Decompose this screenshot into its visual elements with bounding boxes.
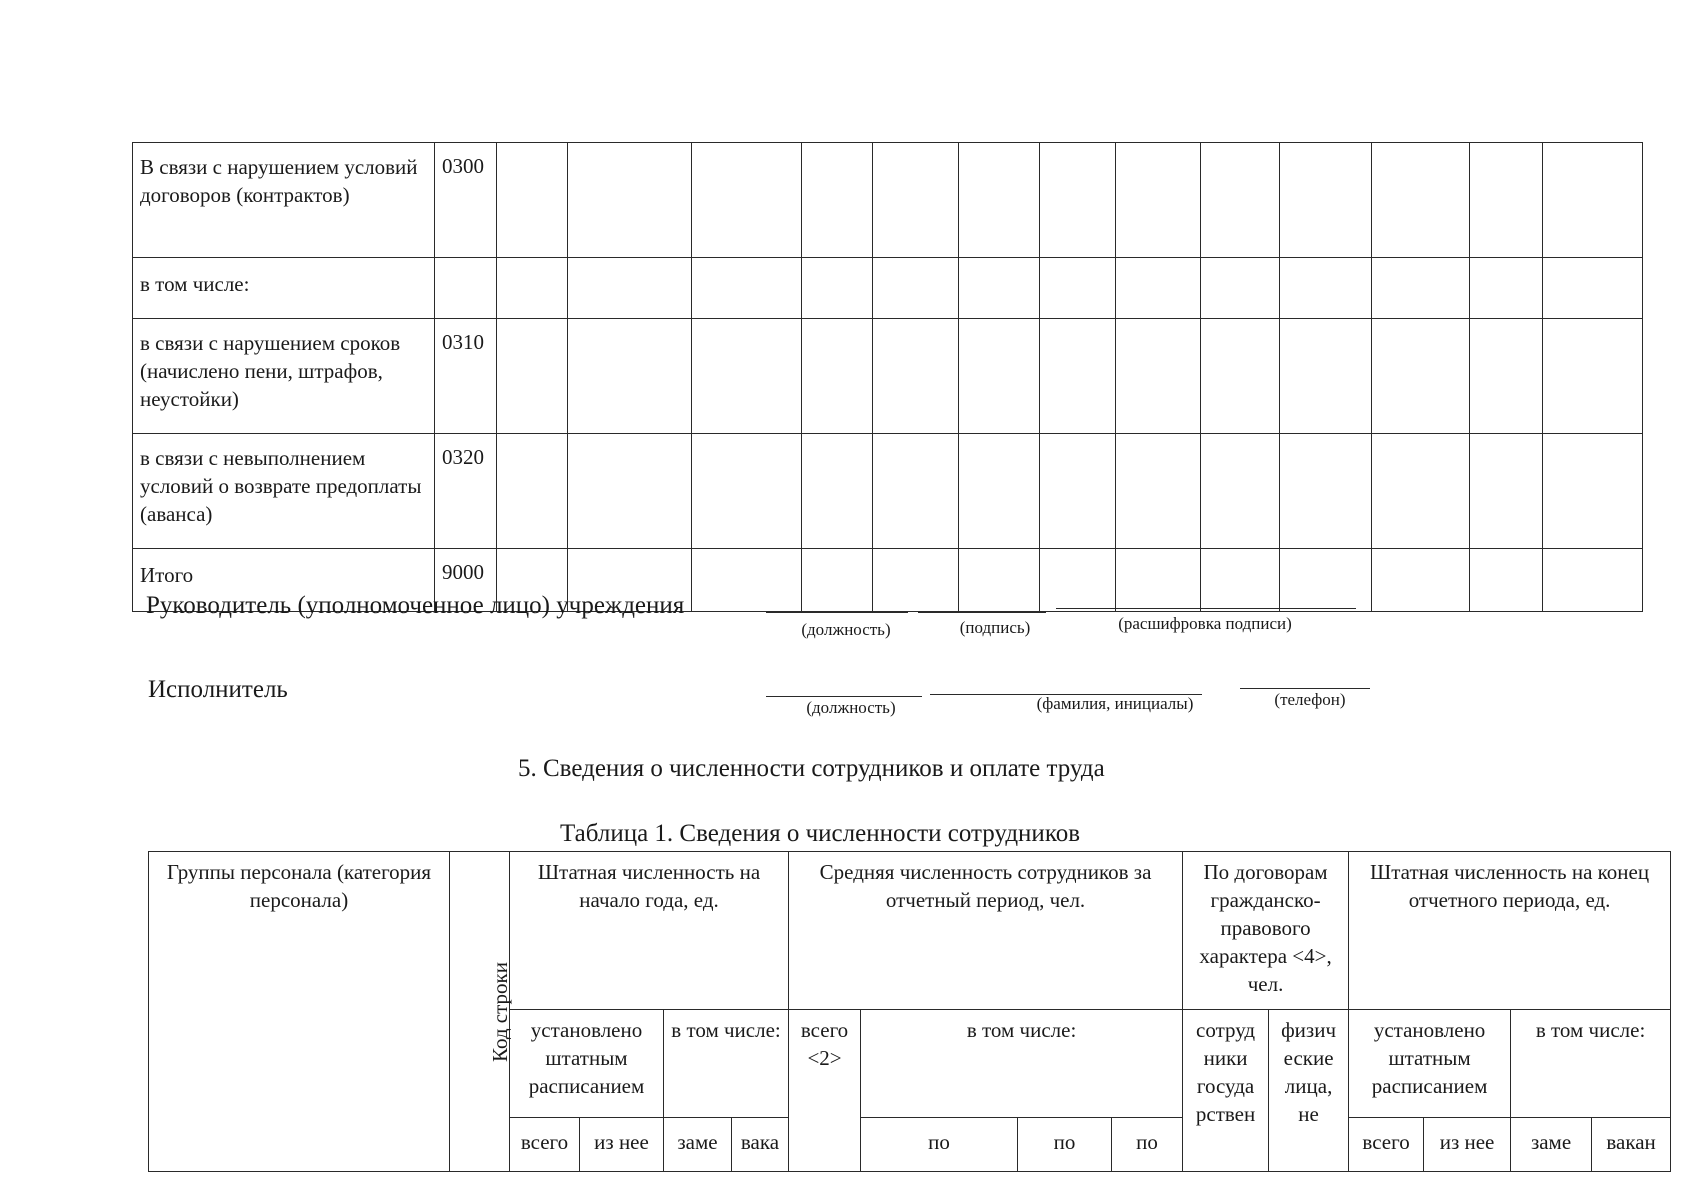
table-row — [149, 852, 1671, 1010]
contracts-header: По договорам гражданско-правового характера <4>, чел. — [1183, 852, 1349, 1010]
empty-cell — [1116, 319, 1201, 434]
head-position-hint: (должность) — [801, 620, 891, 639]
empty-cell — [1470, 319, 1543, 434]
head-signature-line[interactable] — [918, 612, 1046, 613]
executor-label: Исполнитель — [148, 676, 288, 703]
staff-count-table — [148, 851, 1671, 1172]
empty-cell — [959, 549, 1040, 612]
row-label: в связи с нарушением сроков (начислено пени, штрафов, неустойки) — [133, 319, 435, 434]
established-header: установлено штатным расписанием — [510, 1010, 664, 1118]
empty-cell — [1116, 434, 1201, 549]
row-label: в том числе: — [133, 258, 435, 319]
staff-end-header: Штатная численность на конец отчетного периода, ед. — [1349, 852, 1671, 1010]
head-name-line[interactable] — [1056, 608, 1356, 609]
empty-cell — [1543, 319, 1643, 434]
row-code: 0310 — [435, 319, 497, 434]
empty-cell — [802, 434, 873, 549]
empty-cell — [873, 549, 959, 612]
head-signature-hint: (подпись) — [959, 618, 1031, 637]
empty-cell — [1201, 319, 1280, 434]
individuals-header: физич еские лица, не — [1269, 1010, 1349, 1172]
empty-cell — [873, 434, 959, 549]
including-short-header: в том числе: — [664, 1010, 789, 1118]
empty-cell — [1116, 143, 1201, 258]
empty-cell — [497, 143, 568, 258]
empty-cell — [1201, 434, 1280, 549]
empty-cell — [1040, 258, 1116, 319]
empty-cell — [1280, 549, 1372, 612]
empty-cell — [873, 258, 959, 319]
leaf-header: вакан — [1592, 1118, 1671, 1172]
empty-cell — [1372, 143, 1470, 258]
empty-cell — [1280, 258, 1372, 319]
empty-cell — [959, 319, 1040, 434]
empty-cell — [497, 258, 568, 319]
empty-cell — [1470, 549, 1543, 612]
empty-cell — [1372, 434, 1470, 549]
empty-cell — [1116, 258, 1201, 319]
empty-cell — [802, 549, 873, 612]
leaf-header: заме — [664, 1118, 732, 1172]
row-label: Итого — [133, 549, 435, 612]
row-label: в связи с невыполнением условий о возврате предоплаты (аванса) — [133, 434, 435, 549]
empty-cell — [1543, 434, 1643, 549]
executor-phone-hint: (телефон) — [1274, 690, 1346, 709]
empty-cell — [1470, 258, 1543, 319]
avg-count-header: Средняя численность сотрудников за отчетный период, чел. — [789, 852, 1183, 1010]
leaf-header: из нее — [1424, 1118, 1511, 1172]
leaf-header: по — [1112, 1118, 1183, 1172]
leaf-header: из нее — [580, 1118, 664, 1172]
section-title: 5. Сведения о численности сотрудников и оплате труда — [518, 755, 1105, 782]
including-header: в том числе: — [861, 1010, 1183, 1118]
empty-cell — [568, 143, 692, 258]
executor-position-line[interactable] — [766, 696, 922, 697]
row-code-header-text: Код строки — [488, 961, 512, 1062]
table-row — [133, 143, 1643, 258]
executor-name-hint: (фамилия, инициалы) — [1036, 694, 1194, 713]
empty-cell — [497, 319, 568, 434]
empty-cell — [1040, 143, 1116, 258]
total-2-header: всего <2> — [789, 1010, 861, 1172]
empty-cell — [568, 319, 692, 434]
penalties-table — [132, 142, 1643, 612]
empty-cell — [959, 258, 1040, 319]
row-code-header — [450, 852, 510, 1172]
empty-cell — [1040, 434, 1116, 549]
empty-cell — [959, 143, 1040, 258]
leaf-header: вака — [732, 1118, 789, 1172]
row-label: В связи с нарушением условий договоров (контрактов) — [133, 143, 435, 258]
row-code: 0320 — [435, 434, 497, 549]
empty-cell — [1543, 258, 1643, 319]
empty-cell — [1201, 143, 1280, 258]
table-title: Таблица 1. Сведения о численности сотрудников — [560, 820, 1080, 847]
empty-cell — [1543, 143, 1643, 258]
empty-cell — [692, 258, 802, 319]
empty-cell — [873, 319, 959, 434]
leaf-header: всего — [1349, 1118, 1424, 1172]
empty-cell — [1116, 549, 1201, 612]
empty-cell — [692, 319, 802, 434]
established-end-header: установлено штатным расписанием — [1349, 1010, 1511, 1118]
empty-cell — [692, 549, 802, 612]
empty-cell — [802, 143, 873, 258]
head-name-hint: (расшифровка подписи) — [1118, 614, 1292, 633]
table-row — [133, 434, 1643, 549]
empty-cell — [692, 434, 802, 549]
leaf-header: по — [861, 1118, 1018, 1172]
empty-cell — [1280, 434, 1372, 549]
executor-phone-line[interactable] — [1240, 688, 1370, 689]
personnel-group-header: Группы персонала (категория персонала) — [149, 852, 450, 1172]
staff-start-header: Штатная численность на начало года, ед. — [510, 852, 789, 1010]
empty-cell — [1201, 549, 1280, 612]
empty-cell — [1201, 258, 1280, 319]
table-row — [133, 319, 1643, 434]
state-employees-header: сотруд ники госуда рствен — [1183, 1010, 1269, 1172]
empty-cell — [1470, 434, 1543, 549]
empty-cell — [568, 434, 692, 549]
head-position-line[interactable] — [766, 612, 908, 613]
row-code: 0300 — [435, 143, 497, 258]
leaf-header: заме — [1511, 1118, 1592, 1172]
empty-cell — [802, 258, 873, 319]
empty-cell — [1470, 143, 1543, 258]
empty-cell — [873, 143, 959, 258]
empty-cell — [1280, 319, 1372, 434]
empty-cell — [1372, 258, 1470, 319]
executor-position-hint: (должность) — [806, 698, 896, 717]
leaf-header: по — [1018, 1118, 1112, 1172]
empty-cell — [568, 258, 692, 319]
empty-cell — [1543, 549, 1643, 612]
leaf-header: всего — [510, 1118, 580, 1172]
empty-cell — [1040, 549, 1116, 612]
empty-cell — [1372, 549, 1470, 612]
empty-cell — [959, 434, 1040, 549]
head-signature-label: Руководитель (уполномоченное лицо) учреждения — [146, 592, 685, 619]
row-code — [435, 258, 497, 319]
empty-cell — [802, 319, 873, 434]
empty-cell — [692, 143, 802, 258]
table-row — [133, 258, 1643, 319]
row-code: 9000 — [435, 549, 497, 612]
empty-cell — [1372, 319, 1470, 434]
including-end-header: в том числе: — [1511, 1010, 1671, 1118]
empty-cell — [1280, 143, 1372, 258]
empty-cell — [1040, 319, 1116, 434]
empty-cell — [497, 434, 568, 549]
